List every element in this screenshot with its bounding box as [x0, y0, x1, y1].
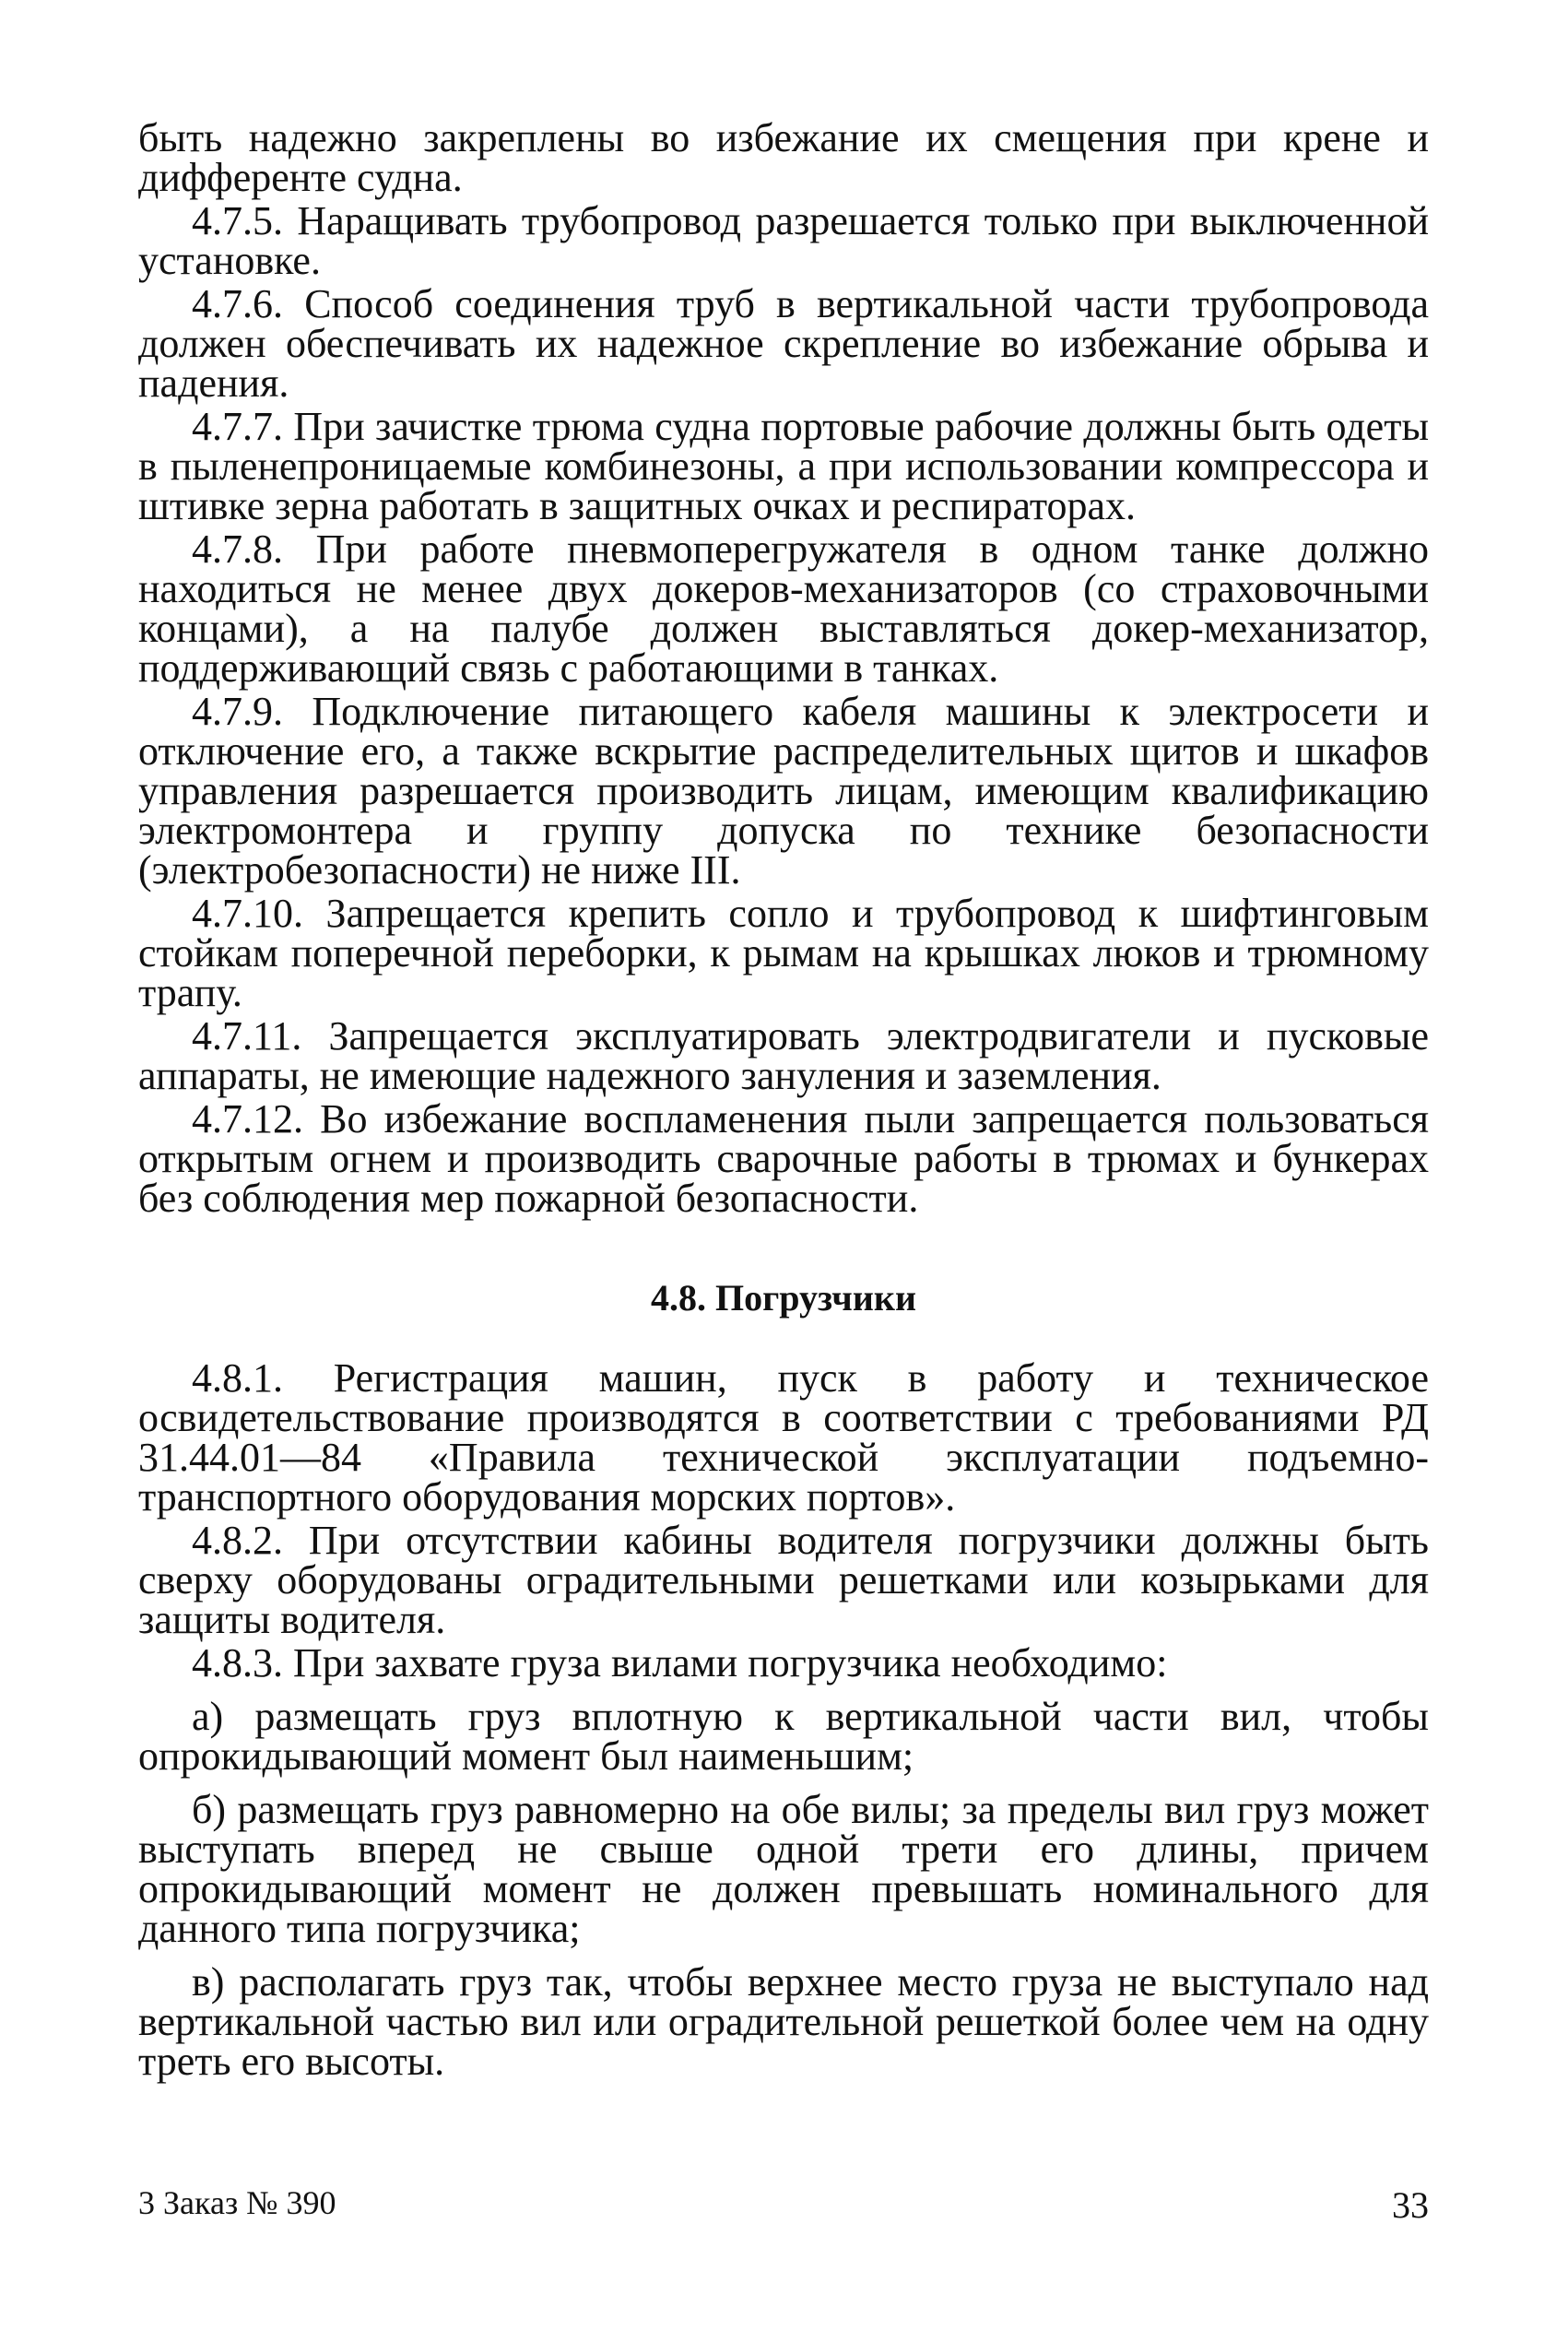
paragraph-4-7-11: 4.7.11. Запрещается эксплуатировать электродвигатели и пусковые аппараты, не имеющие надежного зануления и заземления.	[138, 1013, 1429, 1098]
paragraph-4-8-3: 4.8.3. При захвате груза вилами погрузчика необходимо:	[192, 1640, 1168, 1685]
page-footer	[138, 2183, 1429, 2229]
section-heading: 4.8. Погрузчики	[651, 1277, 916, 1319]
list-item-v: в) располагать груз так, чтобы верхнее место груза не выступало над вертикальной частью вил или оградительной решеткой более чем на одну треть его высоты.	[138, 1959, 1429, 2084]
paragraph-4-7-8: 4.7.8. При работе пневмоперегружателя в одном танке должно находиться не менее двух докеров-механизаторов (со страховочными концами), а на палубе должен выставляться докер-механизатор, поддерживающий связь с работающими в танках.	[138, 526, 1429, 691]
list-item-a: а) размещать груз вплотную к вертикальной части вил, чтобы опрокидывающий момент был наименьшим;	[138, 1694, 1429, 1779]
paragraph-4-7-5: 4.7.5. Наращивать трубопровод разрешается только при выключенной установке.	[138, 198, 1429, 283]
paragraph-continuation: быть надежно закреплены во избежание их смещения при крене и дифференте судна.	[138, 115, 1429, 200]
paragraph-4-7-12: 4.7.12. Во избежание воспламенения пыли запрещается пользоваться открытым огнем и производить сварочные работы в трюмах и бункерах без соблюдения мер пожарной безопасности.	[138, 1096, 1429, 1221]
paragraph-4-7-6: 4.7.6. Способ соединения труб в вертикальной части трубопровода должен обеспечивать их надежное скрепление во избежание обрыва и падения.	[138, 281, 1429, 406]
page-number: 33	[1392, 2184, 1429, 2226]
paragraph-4-8-2: 4.8.2. При отсутствии кабины водителя погрузчики должны быть сверху оборудованы оградительными решетками или козырьками для защиты водителя.	[138, 1518, 1429, 1642]
paragraph-4-7-9: 4.7.9. Подключение питающего кабеля машины к электросети и отключение его, а также вскрытие распределительных щитов и шкафов управления разрешается производить лицам, имеющим квалификацию электромонтера и группу допуска по технике безопасности (электробезопасности) не ниже III.	[138, 689, 1429, 893]
order-label: 3 Заказ № 390	[138, 2184, 336, 2221]
list-item-b: б) размещать груз равномерно на обе вилы; за пределы вил груз может выступать вперед не свыше одной трети его длины, причем опрокидывающий момент не должен превышать номинального для данного типа погрузчика;	[138, 1787, 1429, 1951]
paragraph-4-7-10: 4.7.10. Запрещается крепить сопло и трубопровод к шифтинговым стойкам поперечной переборки, к рымам на крышках люков и трюмному трапу.	[138, 891, 1429, 1015]
paragraph-4-7-7: 4.7.7. При зачистке трюма судна портовые рабочие должны быть одеты в пыленепроницаемые комбинезоны, а при использовании компрессора и штивке зерна работать в защитных очках и респираторах.	[138, 404, 1429, 528]
paragraph-4-8-1: 4.8.1. Регистрация машин, пуск в работу и техническое освидетельствование производятся в соответствии с требованиями РД 31.44.01—84 «Правила технической эксплуатации подъемно-транспортного оборудования морских портов».	[138, 1355, 1429, 1520]
document-page	[138, 115, 1429, 2095]
